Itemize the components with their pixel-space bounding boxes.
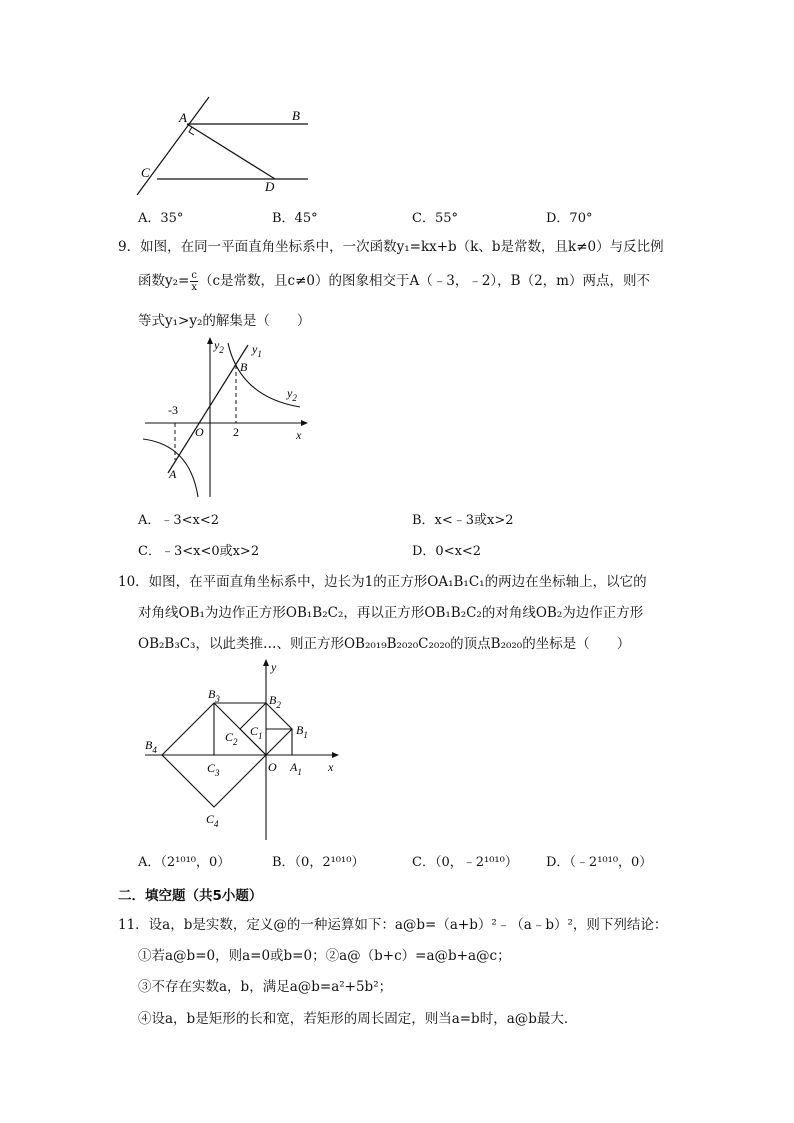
- label-B: B: [292, 108, 300, 123]
- y-axis-arrow: [263, 659, 269, 666]
- q9-text-line1: 9．如图，在同一平面直角坐标系中，一次函数y₁=kx+b（k、b是常数，且k≠0）与反比例: [118, 239, 664, 255]
- q10-squares-figure: [140, 655, 345, 845]
- q10-text-line3: OB₂B₃C₃，以此类推…、则正方形OB₂₀₁₉B₂₀₂₀C₂₀₂₀的顶点B₂₀₂₀的坐标是（ ）: [138, 636, 631, 652]
- label-C2: $C_2$: [225, 730, 238, 747]
- q11-text-line1: 11．设a，b是实数，定义@的一种运算如下：a@b=（a+b）²﹣（a﹣b）²，则下列结论：: [118, 917, 668, 933]
- q10-option-c[interactable]: C．（0，﹣2¹⁰¹⁰）: [412, 855, 518, 870]
- q10-option-a[interactable]: A．（2¹⁰¹⁰，0）: [138, 855, 231, 870]
- x-axis-arrow: [332, 752, 339, 758]
- label-O: O: [268, 760, 277, 774]
- q9-line2-pre: 函数y₂=: [138, 273, 190, 289]
- transversal-line: [137, 97, 209, 195]
- q9-line2-post: （c是常数，且c≠0）的图象相交于A（﹣3，﹣2），B（2，m）两点，则不: [198, 273, 650, 289]
- q8-option-c[interactable]: C．55°: [412, 211, 458, 226]
- q9-option-a[interactable]: A．﹣3<x<2: [138, 513, 220, 528]
- label-C4: $C_4$: [206, 812, 219, 829]
- label-D: D: [265, 179, 275, 194]
- label-C3: $C_3$: [207, 761, 220, 778]
- label-B1: $B_1$: [296, 723, 308, 740]
- y-axis-arrow: [207, 337, 213, 344]
- label-A1: $A_1$: [290, 760, 302, 777]
- label-C: C: [141, 165, 150, 180]
- q8-option-a[interactable]: A．35°: [138, 211, 184, 226]
- q10-text-line2: 对角线OB₁为边作正方形OB₁B₂C₂，再以正方形OB₁B₂C₂的对角线OB₂为边作正方形: [138, 605, 644, 621]
- label-A: A: [169, 467, 177, 481]
- segment-AD: [187, 124, 275, 179]
- section-heading-fill-in: 二．填空题（共5小题）: [118, 888, 263, 904]
- q11-statement-3: ③不存在实数a，b，满足a@b=a²+5b²；: [138, 979, 393, 995]
- q8-option-d[interactable]: D．70°: [546, 211, 593, 226]
- label-y1: $y_1$: [252, 342, 262, 359]
- label-2: 2: [233, 425, 239, 439]
- q10-option-d[interactable]: D．（﹣2¹⁰¹⁰，0）: [546, 855, 653, 870]
- label-y-axis: $y_2$: [214, 338, 224, 355]
- fraction-c-over-x: $\frac{c}{x}$: [191, 270, 197, 293]
- q8-option-b[interactable]: B．45°: [272, 211, 318, 226]
- label-A: A: [179, 110, 187, 125]
- q10-option-b[interactable]: B．（0，2¹⁰¹⁰）: [272, 855, 365, 870]
- x-axis-arrow: [301, 420, 308, 426]
- q9-text-line3: 等式y₁>y₂的解集是（ ）: [138, 313, 311, 329]
- label-x: x: [296, 428, 302, 442]
- q9-text-line2: [138, 270, 650, 293]
- q9-option-b[interactable]: B．x<﹣3或x>2: [412, 513, 514, 528]
- label-B2: $B_2$: [269, 693, 281, 710]
- label-B4: $B_4$: [145, 738, 157, 755]
- q9-option-d[interactable]: D．0<x<2: [412, 544, 482, 559]
- label-B: B: [240, 360, 248, 374]
- q11-statement-1-2: ①若a@b=0，则a=0或b=0；②a@（b+c）=a@b+a@c；: [138, 948, 511, 964]
- label-O: O: [195, 425, 204, 439]
- label-x: x: [328, 760, 334, 774]
- label-y: y: [271, 660, 277, 674]
- label-C1: $C_1$: [250, 724, 263, 741]
- q8-geometry-figure: [135, 95, 315, 200]
- q9-graph-figure: [140, 335, 315, 500]
- label-y2: $y_2$: [287, 386, 297, 403]
- label-neg3: -3: [168, 403, 178, 417]
- q9-option-c[interactable]: C．﹣3<x<0或x>2: [138, 544, 260, 559]
- q11-statement-4: ④设a，b是矩形的长和宽，若矩形的周长固定，则当a=b时，a@b最大．: [138, 1011, 578, 1027]
- q10-text-line1: 10．如图，在平面直角坐标系中，边长为1的正方形OA₁B₁C₁的两边在坐标轴上，以它的: [118, 574, 647, 590]
- label-B3: $B_3$: [208, 687, 220, 704]
